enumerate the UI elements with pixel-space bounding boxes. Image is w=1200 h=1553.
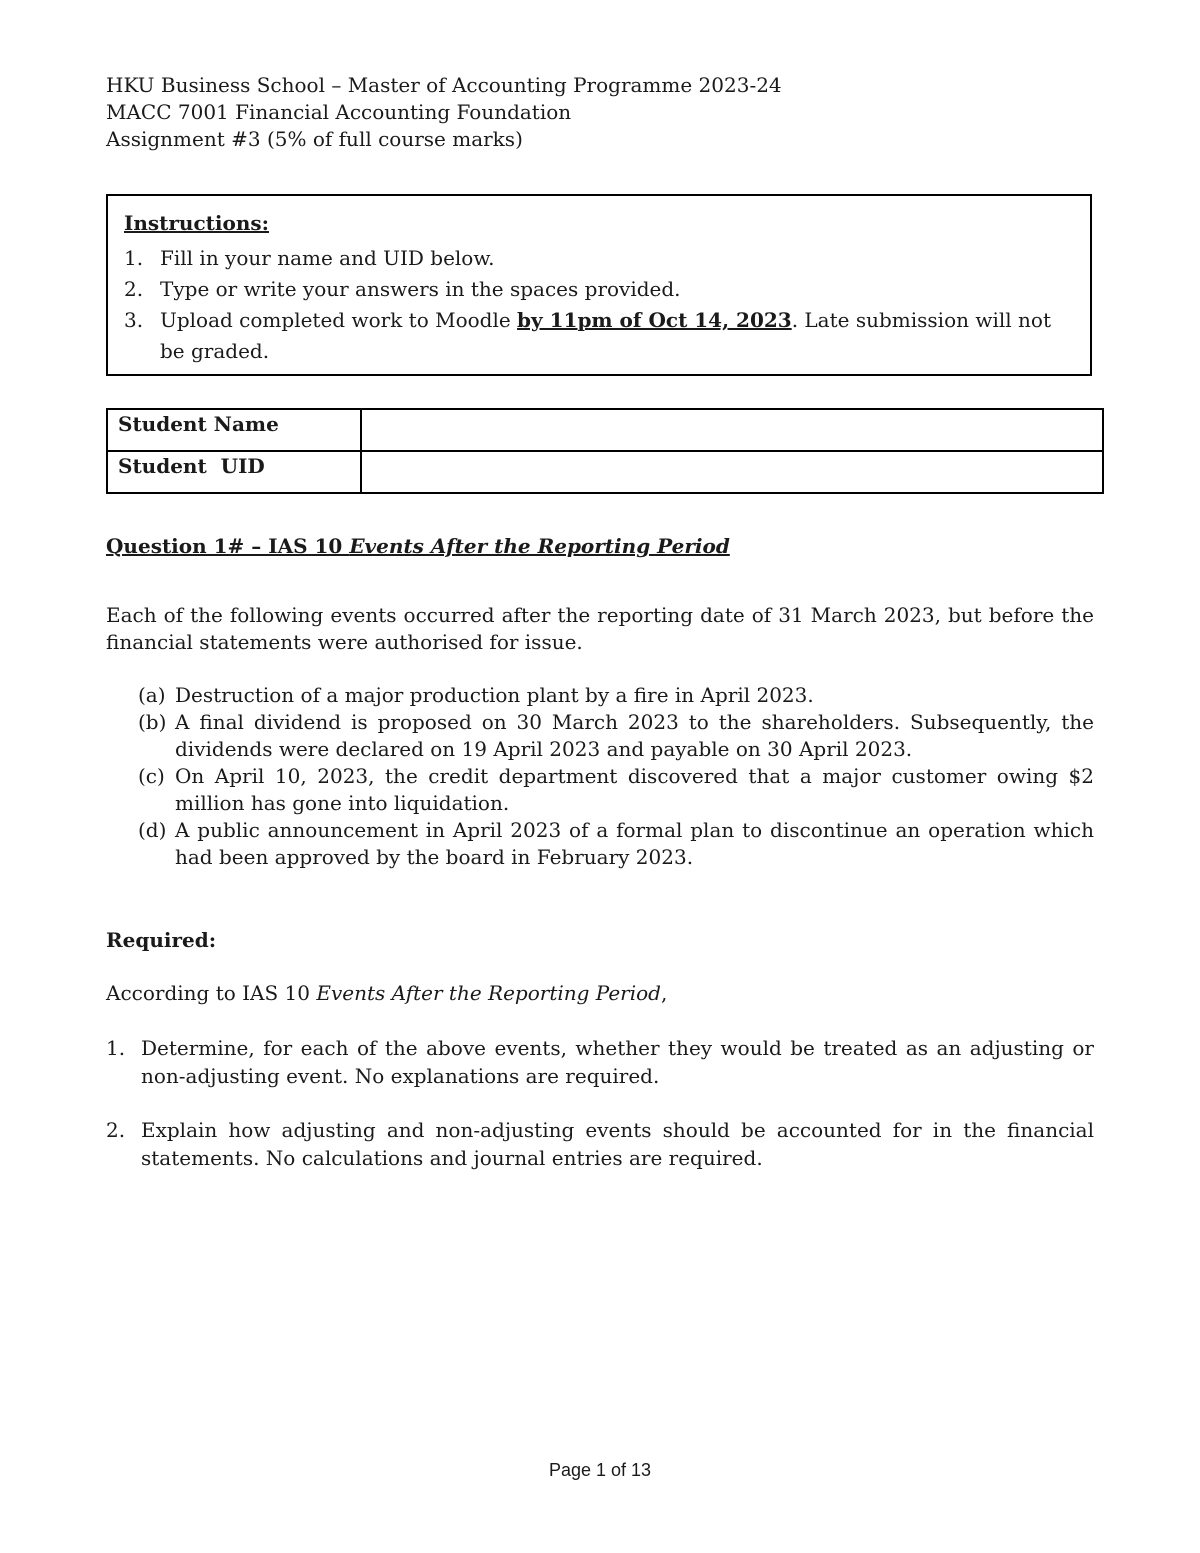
header-programme: HKU Business School – Master of Accounting Programme 2023-24 [106,73,782,97]
according-standard: Events After the Reporting Period [316,981,661,1005]
header-course: MACC 7001 Financial Accounting Foundation [106,100,572,124]
required-heading: Required: [106,928,217,952]
page-number: Page 1 of 13 [548,1460,652,1480]
instructions-box [106,194,1092,376]
instruction-number: 3. [124,308,144,332]
event-label: (a) [138,683,166,707]
event-text: Destruction of a major production plant by a fire in April 2023. [175,683,814,707]
event-text: On April 10, 2023, the credit department discovered that a major customer owing $2 million has gone into liquidation. [175,764,1094,815]
requirement-item [106,1116,1094,1172]
requirement-number: 2. [106,1118,126,1142]
student-uid-row [107,451,1103,493]
instruction-text-before: Upload completed work to Moodle [160,308,518,332]
requirement-text: Explain how adjusting and non-adjusting events should be accounted for in the financial statements. No calculations and journal entries are required. [141,1118,1094,1170]
student-name-label: Student Name [107,409,361,451]
event-item [138,682,1094,709]
according-suffix: , [660,981,668,1005]
event-item [138,763,1094,817]
instruction-item [124,274,1064,305]
instructions-title: Instructions: [124,211,270,235]
requirement-item [106,1034,1094,1090]
event-item [138,709,1094,763]
student-name-field[interactable] [361,409,1103,451]
event-text: A public announcement in April 2023 of a formal plan to discontinue an operation which had been approved by the board in February 2023. [175,818,1094,869]
submission-deadline: by 11pm of Oct 14, 2023 [517,308,792,332]
instructions-list [124,243,1064,367]
document-header [106,72,782,153]
requirement-number: 1. [106,1036,126,1060]
instruction-number: 1. [124,246,144,270]
requirement-1 [106,1034,1094,1090]
header-assignment: Assignment #3 (5% of full course marks) [106,127,523,151]
question-1-title-standard: Events After the Reporting Period [349,534,730,558]
question-1-title-prefix: Question 1# – IAS 10 [106,534,350,558]
student-name-row [107,409,1103,451]
instruction-item [124,305,1064,367]
student-uid-field[interactable] [361,451,1103,493]
event-label: (d) [138,818,167,842]
event-label: (c) [138,764,165,788]
question-1-title [106,534,730,558]
requirement-2 [106,1116,1094,1172]
student-uid-label: Student UID [107,451,361,493]
instruction-text: Type or write your answers in the spaces provided. [160,277,681,301]
question-1-intro: Each of the following events occurred after the reporting date of 31 March 2023, but before the financial statements were authorised for issue. [106,603,1094,654]
event-item [138,817,1094,871]
according-prefix: According to IAS 10 [106,981,317,1005]
event-text: A final dividend is proposed on 30 March 2023 to the shareholders. Subsequently, the dividends were declared on 19 April 2023 and payable on 30 April 2023. [175,710,1094,761]
student-info-table [106,408,1104,494]
instruction-number: 2. [124,277,144,301]
according-line [106,980,1094,1007]
requirement-text: Determine, for each of the above events, whether they would be treated as an adjusting or non-adjusting event. No explanations are required. [141,1036,1094,1088]
event-label: (b) [138,710,167,734]
instruction-text: Fill in your name and UID below. [160,246,495,270]
instruction-text-after: . Late submission will not be graded. [160,308,1051,363]
events-list [138,682,1094,871]
instruction-item [124,243,1064,274]
